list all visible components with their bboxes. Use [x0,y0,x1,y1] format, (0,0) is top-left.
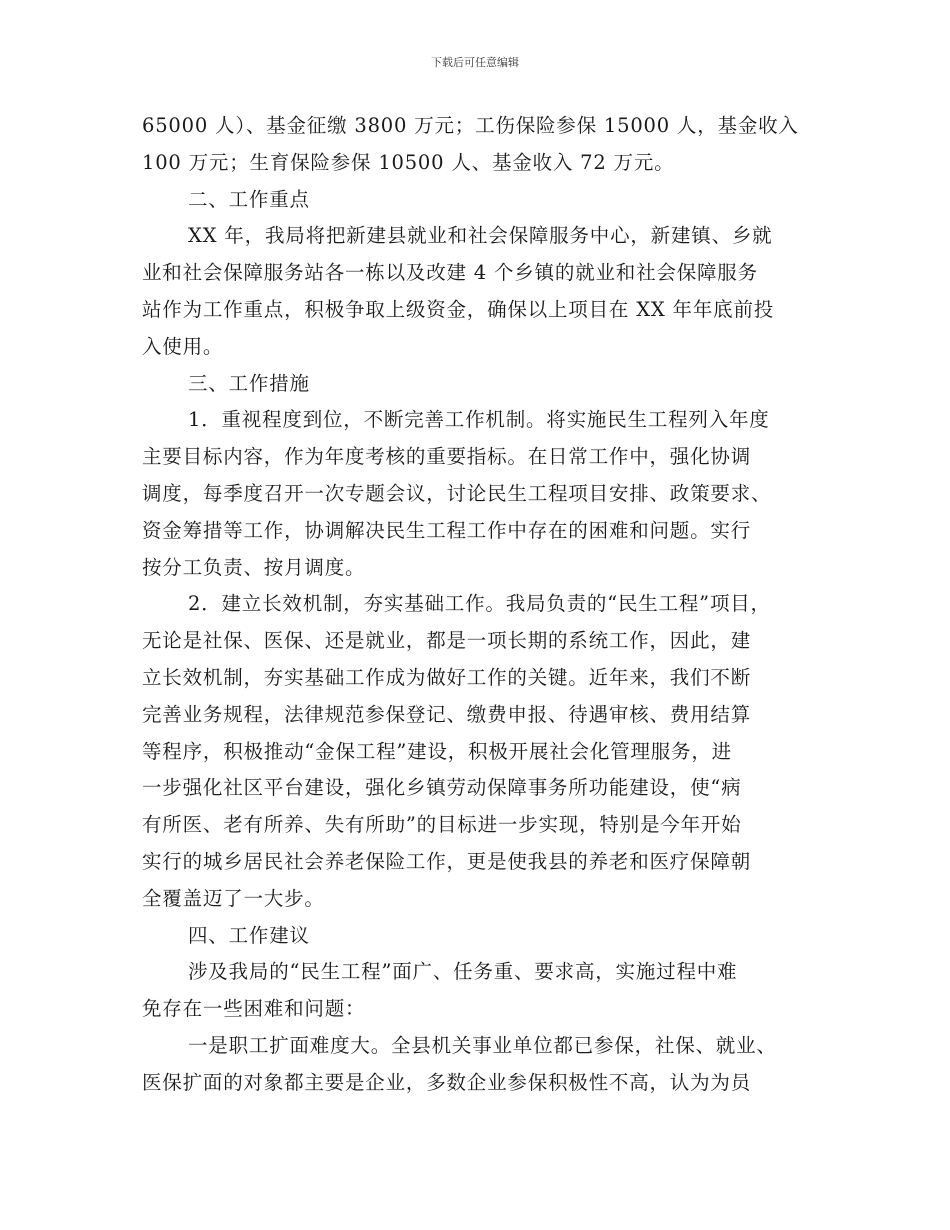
text-line: 医保扩面的对象都主要是企业，多数企业参保积极性不高，认为为员 [142,1070,752,1094]
text-line: 等程序，积极推动“金保工程”建设，积极开展社会化管理服务，进 [142,739,732,763]
text-line: 入使用。 [142,334,224,358]
text-line: 调度，每季度召开一次专题会议，讨论民生工程项目安排、政策要求、 [142,481,772,505]
text-line: 免存在一些困难和问题： [142,997,366,1021]
text-line: 65000 人）、基金征缴 3800 万元；工伤保险参保 15000 人，基金收入 [142,114,799,137]
text-line: 按分工负责、按月调度。 [142,555,366,579]
text-line: 有所医、老有所养、失有所助”的目标进一步实现，特别是今年开始 [142,813,742,837]
text-line: 站作为工作重点，积极争取上级资金，确保以上项目在 XX 年年底前投 [142,297,775,321]
text-line: 无论是社保、医保、还是就业，都是一项长期的系统工作，因此，建 [142,629,752,653]
text-line: 资金筹措等工作，协调解决民生工程工作中存在的困难和问题。实行 [142,518,752,542]
page-header-note: 下载后可任意编辑 [431,56,519,69]
text-line: 一步强化社区平台建设，强化乡镇劳动保障事务所功能建设，使“病 [142,776,742,800]
text-line: 完善业务规程，法律规范参保登记、缴费申报、待遇审核、费用结算 [142,702,752,726]
text-line: 全覆盖迈了一大步。 [142,886,325,910]
text-line: 业和社会保障服务站各一栋以及改建 4 个乡镇的就业和社会保障服务 [142,261,758,285]
text-line: 实行的城乡居民社会养老保险工作，更是使我县的养老和医疗保障朝 [142,849,752,873]
text-line: XX 年，我局将把新建县就业和社会保障服务中心，新建镇、乡就 [188,224,773,248]
text-line: 二、工作重点 [188,187,310,211]
text-line: 1．重视程度到位，不断完善工作机制。将实施民生工程列入年度 [188,408,770,432]
text-line: 2．建立长效机制，夯实基础工作。我局负责的“民生工程”项目， [188,592,771,616]
text-line: 四、工作建议 [188,923,310,947]
text-line: 涉及我局的“民生工程”面广、任务重、要求高，实施过程中难 [188,960,738,984]
text-line: 100 万元；生育保险参保 10500 人、基金收入 72 万元。 [142,150,675,174]
text-line: 立长效机制，夯实基础工作成为做好工作的关键。近年来，我们不断 [142,665,752,689]
text-line: 三、工作措施 [188,371,310,395]
text-line: 一是职工扩面难度大。全县机关事业单位都已参保，社保、就业、 [188,1033,777,1057]
text-line: 主要目标内容，作为年度考核的重要指标。在日常工作中，强化协调 [142,445,752,469]
document-body [142,108,810,1102]
